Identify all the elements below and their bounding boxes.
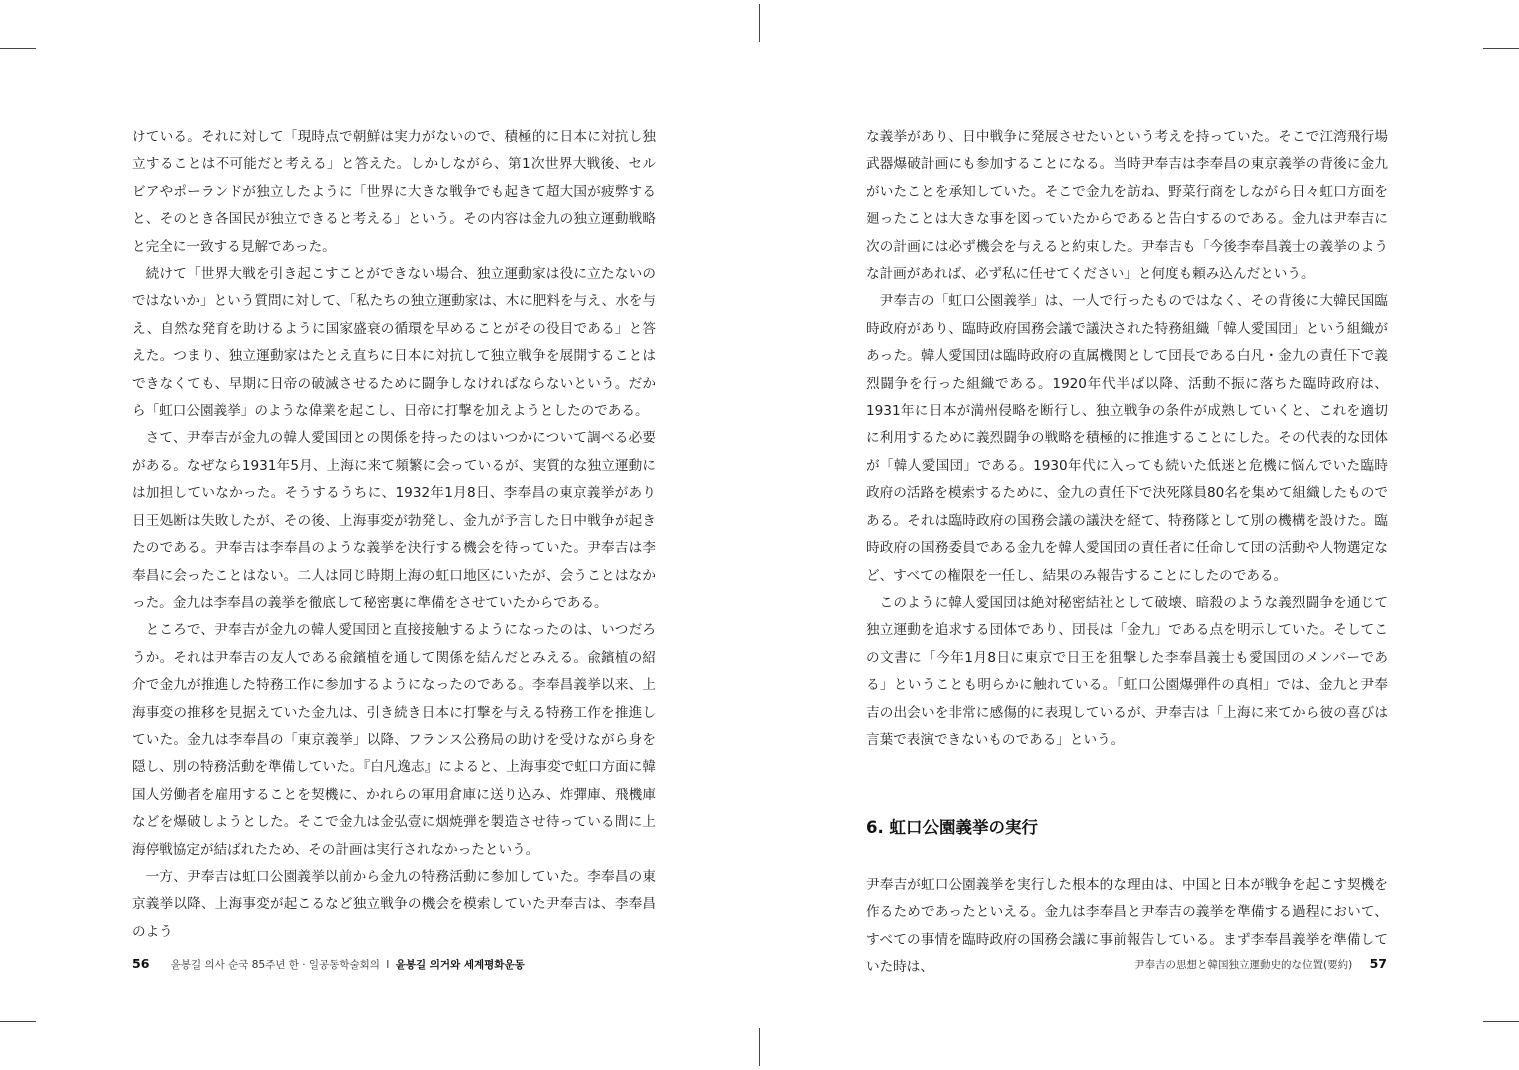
running-header: 윤봉길 의사 순국 85주년 한 · 일공동학술회의: [170, 959, 380, 971]
page-number: 56: [132, 956, 150, 971]
paragraph: このように韓人愛国団は絶対秘密結社として破壊、暗殺のような義烈闘争を通じて独立運動を追求する団体であり、団長は「金九」である点を明示していた。そしてこの文書に「今年1月8日に東京で日王を狙撃した李奉昌義士も愛国団のメンバーである」ということも明らかに触れている。「虹口公園爆弾件の真相」では、金九と尹奉吉の出会いを非常に感傷的に表現しているが、尹奉吉は「上海に来てから彼の喜びは言葉で表演できないものである」という。: [866, 594, 1388, 748]
running-header-separator: I: [386, 959, 390, 971]
fold-mark-top: [759, 4, 760, 42]
paragraph: な義挙があり、日中戦争に発展させたいという考えを持っていた。そこで江湾飛行場武器爆破計画にも参加することになる。当時尹奉吉は李奉昌の東京義挙の背後に金九がいたことを承知していた。そこで金九を訪ね、野菜行商をしながら日々虹口方面を廻ったことは大きな事を図っていたからであると告白するのである。金九は尹奉吉に次の計画には必ず機会を与えると約束した。尹奉吉も「今後李奉昌義士の義挙のような計画があれば、必ず私に任せてください」と何度も頼み込んだという。: [866, 129, 1388, 283]
right-page-body: [866, 124, 1388, 981]
right-page-footer: [1134, 956, 1387, 972]
paragraph: ところで、尹奉吉が金九の韓人愛国団と直接接触するようになったのは、いつだろうか。それは尹奉吉の友人である兪鑌植を通して関係を結んだとみえる。兪鑌植の紹介で金九が推進した特務工作に参加するようになったのである。李奉昌義挙以来、上海事変の推移を見据えていた金九は、引き続き日本に打撃を与える特務工作を推進していた。金九は李奉昌の「東京義挙」以降、フランス公務局の助けを受けながら身を隠し、別の特務活動を準備していた。『白凡逸志』によると、上海事変で虹口方面に韓国人労働者を雇用することを契機に、かれらの軍用倉庫に送り込み、炸彈庫、飛機庫などを爆破しようとした。そこで金九は金弘壹に烟焼弾を製造させ待っている間に上海停戦協定が結ばれたため、その計画は実行されなかったという。: [132, 622, 656, 858]
running-header: 尹奉吉の思想と韓国独立運動史的な位置(要約): [1134, 959, 1353, 971]
paragraph: 尹奉吉の「虹口公園義挙」は、一人で行ったものではなく、その背後に大韓民国臨時政府があり、臨時政府国務会議で議決された特務組織「韓人愛国団」という組織があった。韓人愛国団は臨時政府の直属機関として団長である白凡・金九の責任下で義烈闘争を行った組織である。1920年代半ば以降、活動不振に落ちた臨時政府は、1931年に日本が満州侵略を断行し、独立戦争の条件が成熟していくと、これを適切に利用するために義烈闘争の戦略を積極的に推進することにした。その代表的な団体が「韓人愛国団」である。1930年代に入っても続いた低迷と危機に悩んでいた臨時政府の活路を模索するために、金九の責任下で決死隊員80名を集めて組織したものである。それは臨時政府の国務会議の議決を経て、特務隊として別の機構を設けた。臨時政府の国務委員である金九を韓人愛国団の責任者に任命して団の活動や人物選定など、すべての権限を一任し、結果のみ報告することにしたのである。: [866, 293, 1388, 584]
running-header-title: 윤봉길 의거와 세계평화운동: [395, 959, 525, 971]
crop-mark-bottom-left: [0, 1021, 36, 1022]
crop-mark-top-right: [1483, 48, 1519, 49]
paragraph: 続けて「世界大戦を引き起こすことができない場合、独立運動家は役に立たないのではないか」という質問に対して、「私たちの独立運動家は、木に肥料を与え、水を与え、自然な発育を助けるように国家盛衰の循環を早めることがその役目である」と答えた。つまり、独立運動家はたとえ直ちに日本に対抗して独立戦争を展開することはできなくても、早期に日帝の破滅させるために闘争しなければならないという。だから「虹口公園義挙」のような偉業を起こし、日帝に打撃を加えようとしたのである。: [132, 266, 656, 420]
fold-mark-bottom: [759, 1028, 760, 1066]
crop-mark-bottom-right: [1483, 1021, 1519, 1022]
page-number: 57: [1369, 956, 1387, 971]
paragraph: さて、尹奉吉が金九の韓人愛国団との関係を持ったのはいつかについて調べる必要がある。なぜなら1931年5月、上海に来て頻繁に会っているが、実質的な独立運動には加担していなかった。そうするうちに、1932年1月8日、李奉昌の東京義挙があり日王処断は失敗したが、その後、上海事変が勃発し、金九が予言した日中戦争が起きたのである。尹奉吉は李奉昌のような義挙を決行する機会を待っていた。尹奉吉は李奉昌に会ったことはない。二人は同じ時期上海の虹口地区にいたが、会うことはなかった。金九は李奉昌の義挙を徹底して秘密裏に準備をさせていたからである。: [132, 430, 656, 611]
crop-mark-top-left: [0, 48, 36, 49]
left-page-footer: [132, 956, 525, 972]
paragraph: 一方、尹奉吉は虹口公園義挙以前から金九の特務活動に参加していた。李奉昌の東京義挙以降、上海事変が起こるなど独立戦争の機会を模索していた尹奉吉は、李奉昌のよう: [132, 868, 656, 940]
paragraph: けている。それに対して「現時点で朝鮮は実力がないので、積極的に日本に対抗し独立することは不可能だと考える」と答えた。しかしながら、第1次世界大戦後、セルビアやポーランドが独立したように「世界に大きな戦争でも起きて超大国が疲弊すると、そのとき各国民が独立できると考える」という。その内容は金九の独立運動戦略と完全に一致する見解であった。: [132, 129, 656, 255]
left-page-body: [132, 124, 656, 946]
section-heading: 6. 虹口公園義挙の実行: [866, 818, 1038, 838]
paragraph: 尹奉吉が虹口公園義挙を実行した根本的な理由は、中国と日本が戦争を起こす契機を作るためであったといえる。金九は李奉昌と尹奉吉の義挙を準備する過程において、すべての事情を臨時政府の国務会議に事前報告している。まず李奉昌義挙を準備していた時は、: [866, 876, 1388, 975]
